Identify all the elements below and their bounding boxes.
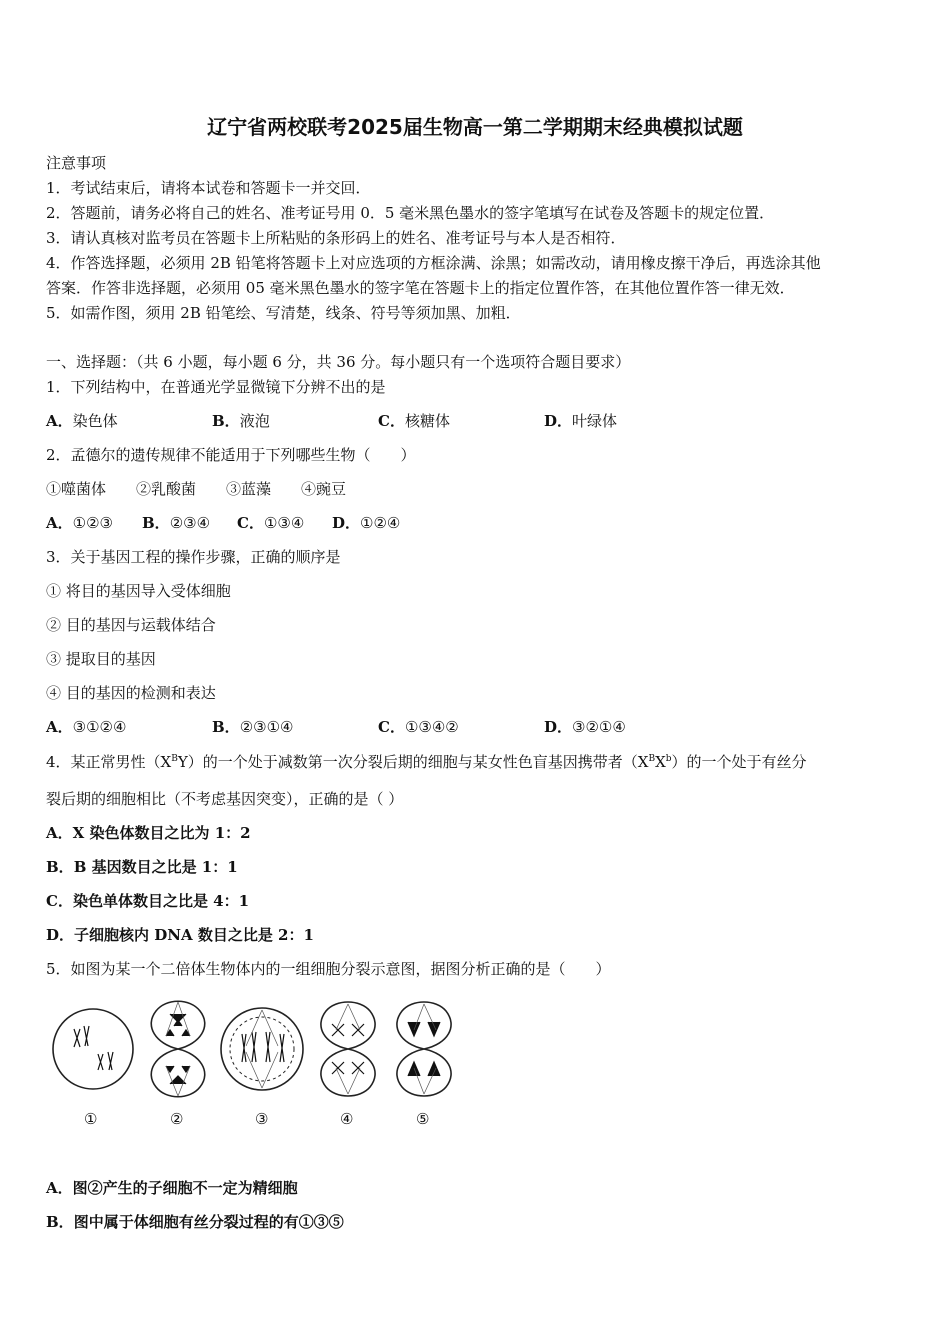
question-4-stem-continued: 裂后期的细胞相比（不考虑基因突变），正确的是（ ） bbox=[46, 790, 404, 808]
figure-label-1: ① bbox=[84, 1110, 98, 1128]
q3-step: ④ 目的基因的检测和表达 bbox=[46, 684, 216, 702]
question-2-items: ①噬菌体 ②乳酸菌 ③蓝藻 ④豌豆 bbox=[46, 480, 347, 498]
q5-option-b[interactable]: B．图中属于体细胞有丝分裂过程的有①③⑤ bbox=[46, 1213, 344, 1231]
q2-option-d[interactable]: D．①②④ bbox=[332, 514, 401, 532]
q3-step: ② 目的基因与运载体结合 bbox=[46, 616, 216, 634]
q3-option-b[interactable]: B．②③①④ bbox=[212, 718, 294, 736]
question-5-stem: 5．如图为某一个二倍体生物体内的一组细胞分裂示意图，据图分析正确的是（ ） bbox=[46, 960, 611, 978]
q3-step: ③ 提取目的基因 bbox=[46, 650, 156, 668]
notice-item: 答案．作答非选择题，必须用 05 毫米黑色墨水的签字笔在答题卡上的指定位置作答，在其他位置作答一律无效． bbox=[46, 279, 795, 297]
figure-label-5: ⑤ bbox=[416, 1110, 430, 1128]
q4-option-b[interactable]: B．B 基因数目之比是 1：1 bbox=[46, 858, 238, 876]
notice-item: 1．考试结束后，请将本试卷和答题卡一并交回． bbox=[46, 179, 371, 197]
figure-label-2: ② bbox=[170, 1110, 184, 1128]
q3-option-d[interactable]: D．③②①④ bbox=[544, 718, 626, 736]
question-1-stem: 1．下列结构中，在普通光学显微镜下分辨不出的是 bbox=[46, 378, 386, 396]
question-3-stem: 3．关于基因工程的操作步骤，正确的顺序是 bbox=[46, 548, 341, 566]
q4-option-a[interactable]: A．X 染色体数目之比为 1：2 bbox=[46, 824, 251, 842]
figure-label-3: ③ bbox=[255, 1110, 269, 1128]
q2-option-a[interactable]: A．①②③ bbox=[46, 514, 113, 532]
q5-option-a[interactable]: A．图②产生的子细胞不一定为精细胞 bbox=[46, 1179, 298, 1197]
q3-option-a[interactable]: A．③①②④ bbox=[46, 718, 127, 736]
notice-item: 2．答题前，请务必将自己的姓名、准考证号用 0．5 毫米黑色墨水的签字笔填写在试卷及答题卡的规定位置． bbox=[46, 204, 775, 222]
q4-option-d[interactable]: D．子细胞核内 DNA 数目之比是 2：1 bbox=[46, 926, 314, 944]
q1-option-b[interactable]: B．液泡 bbox=[212, 412, 270, 430]
notice-heading: 注意事项 bbox=[46, 154, 107, 172]
cell-1 bbox=[53, 1009, 133, 1089]
question-2-stem: 2．孟德尔的遗传规律不能适用于下列哪些生物（ ） bbox=[46, 446, 416, 464]
q2-option-b[interactable]: B．②③④ bbox=[142, 514, 211, 532]
q1-option-d[interactable]: D．叶绿体 bbox=[544, 412, 618, 430]
q3-option-c[interactable]: C．①③④② bbox=[378, 718, 459, 736]
question-4-stem: 4．某正常男性$(X^BY)$的一个处于减数第一次分裂后期的细胞与某女性色盲基因携带者$(X^BX^b)$的一个处于有丝分 bbox=[46, 753, 807, 771]
cell-3 bbox=[221, 1008, 303, 1090]
q4-option-c[interactable]: C．染色单体数目之比是 4：1 bbox=[46, 892, 250, 910]
cell-4 bbox=[321, 1002, 375, 1096]
page-title: 辽宁省两校联考2025届生物高一第二学期期末经典模拟试题 bbox=[207, 115, 743, 139]
notice-item: 3．请认真核对监考员在答题卡上所粘贴的条形码上的姓名、准考证号与本人是否相符． bbox=[46, 229, 626, 247]
cell-5 bbox=[397, 1002, 451, 1096]
q2-option-c[interactable]: C．①③④ bbox=[237, 514, 305, 532]
q1-option-c[interactable]: C．核糖体 bbox=[378, 412, 450, 430]
section-heading: 一、选择题：（共 6 小题，每小题 6 分，共 36 分。每小题只有一个选项符合题目要求） bbox=[46, 353, 631, 371]
notice-item: 4．作答选择题，必须用 2B 铅笔将答题卡上对应选项的方框涂满、涂黑；如需改动，请用橡皮擦干净后，再选涂其他 bbox=[46, 254, 821, 272]
q3-step: ① 将目的基因导入受体细胞 bbox=[46, 582, 231, 600]
q1-option-a[interactable]: A．染色体 bbox=[46, 412, 118, 430]
notice-item: 5．如需作图，须用 2B 铅笔绘、写清楚，线条、符号等须加黑、加粗． bbox=[46, 304, 521, 322]
figure-label-4: ④ bbox=[340, 1110, 354, 1128]
